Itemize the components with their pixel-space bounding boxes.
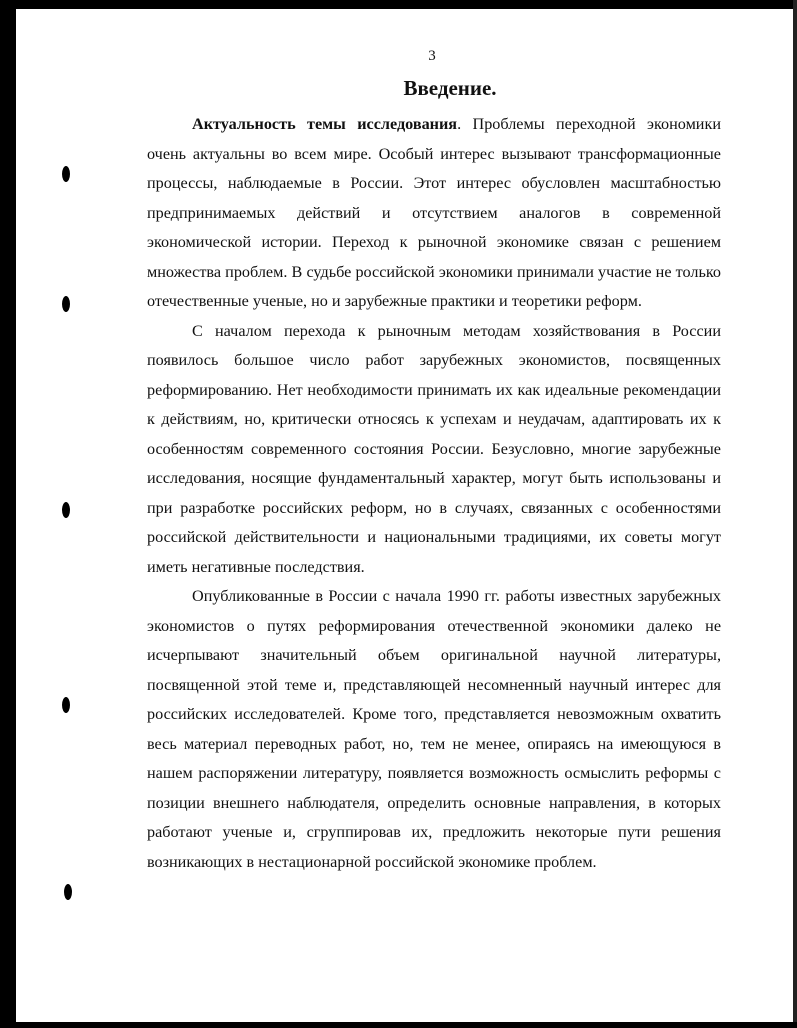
binder-hole-3 — [62, 502, 70, 518]
paragraph-text: . Проблемы переходной экономики очень актуальны во всем мире. Особый интерес вызывают трансформационные процессы, наблюдаемые в России. Этот интерес обусловлен масштабностью предпринимаемых действий и отсутствием аналогов в современной экономической истории. Переход к рыночной экономике связан с решением множества проблем. В судьбе российской экономики принимали участие не только отечественные ученые, но и зарубежные практики и теоретики реформ. — [147, 115, 721, 310]
paragraph-lead: Актуальность темы исследования — [192, 115, 458, 133]
binder-hole-5 — [64, 884, 72, 900]
document-body — [147, 110, 721, 877]
paragraph-transition: С началом перехода к рыночным методам хозяйствования в России появилось большое число работ зарубежных экономистов, посвященных реформированию. Нет необходимости принимать их как идеальные рекомендации к действиям, но, критически относясь к успехам и неудачам, адаптировать их к особенностям современного состояния России. Безусловно, многие зарубежные исследования, носящие фундаментальный характер, могут быть использованы и при разработке российских реформ, но в случаях, связанных с особенностями российской действительности и национальными традициями, их советы могут иметь негативные последствия. — [147, 321, 721, 576]
paragraph-publications: Опубликованные в России с начала 1990 гг. работы известных зарубежных экономистов о путях реформирования отечественной экономики далеко не исчерпывают значительный объем оригинальной научной литературы, посвященной этой теме и, представляющей несомненный научный интерес для российских исследователей. Кроме того, представляется невозможным охватить весь материал переводных работ, но, тем не менее, опираясь на имеющуюся в нашем распоряжении литературу, появляется возможность осмыслить реформы с позиции внешнего наблюдателя, определить основные направления, в которых работают ученые и, сгруппировав их, предложить некоторые пути решения возникающих в нестационарной российской экономике проблем. — [147, 587, 721, 871]
scan-border-bottom — [0, 1022, 797, 1028]
binder-hole-1 — [62, 166, 70, 182]
paragraph-relevance — [147, 110, 721, 317]
scan-border-right — [793, 0, 797, 1028]
binder-hole-4 — [62, 697, 70, 713]
scan-border-left — [0, 0, 16, 1028]
page-number: 3 — [428, 48, 436, 64]
binder-hole-2 — [62, 296, 70, 312]
page-title: Введение. — [403, 76, 497, 100]
scan-border-top — [0, 0, 797, 9]
